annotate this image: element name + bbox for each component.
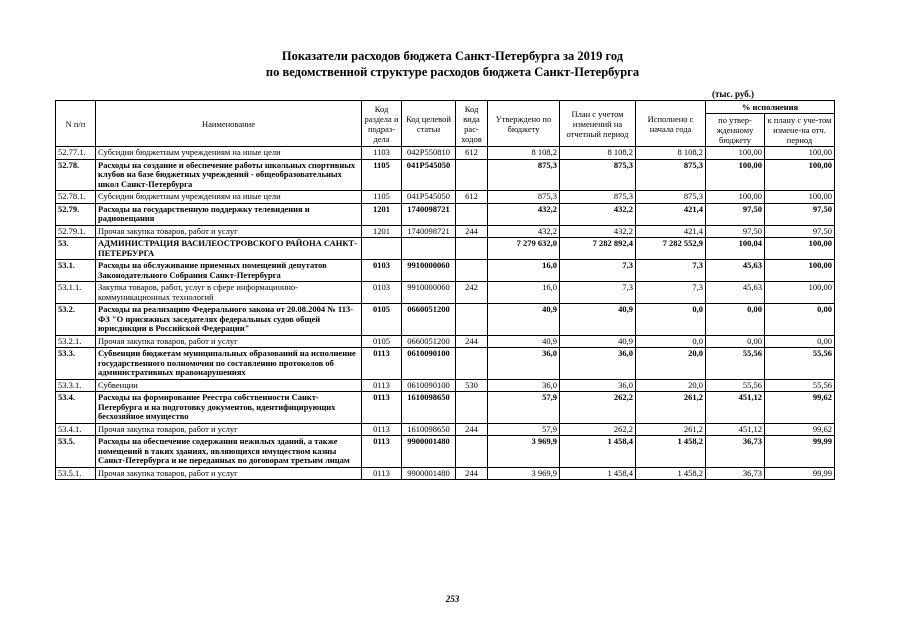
row-name: Расходы на обслуживание приемных помещений депутатов Законодательного Собрания Санкт-Петербурга: [96, 260, 362, 282]
row-name: Расходы на реализацию Федерального закона от 20.08.2004 № 113-ФЗ "О присяжных заседателях федеральных судов общей юрисдикции в Российской Федерации": [96, 304, 362, 336]
row-name: Субсидии бюджетным учреждениям на иные цели: [96, 147, 362, 160]
row-pct-approved: 100,00: [706, 159, 765, 191]
row-number: 52.77.1.: [56, 147, 96, 160]
row-target-code: 0610090100: [402, 379, 456, 392]
unit-label: (тыс. руб.): [712, 89, 754, 99]
page-number: 253: [445, 594, 460, 604]
row-approved: 8 108,2: [488, 147, 560, 160]
header-pct-approved: по утвер-жденному бюджету: [706, 114, 765, 147]
row-pct-plan: 55,56: [765, 379, 835, 392]
row-target-code: 9900001480: [402, 436, 456, 468]
row-number: 53.5.1.: [56, 467, 96, 480]
row-section-code: 0113: [362, 348, 402, 380]
row-plan: 36,0: [560, 348, 636, 380]
row-pct-plan: 0,00: [765, 304, 835, 336]
row-approved: 3 969,9: [488, 467, 560, 480]
row-type-code: [456, 348, 488, 380]
row-name: Субвенции бюджетам муниципальных образований на исполнение государственного полномочия по составлению протоколов об административных правонарушениях: [96, 348, 362, 380]
row-type-code: [456, 260, 488, 282]
row-type-code: 244: [456, 335, 488, 348]
row-target-code: 041Р545050: [402, 191, 456, 204]
row-plan: 7,3: [560, 282, 636, 304]
row-done: 20,0: [636, 379, 706, 392]
row-pct-plan: 100,00: [765, 191, 835, 204]
row-pct-plan: 0,00: [765, 335, 835, 348]
table-row: [56, 379, 835, 392]
row-pct-plan: 99,62: [765, 423, 835, 436]
row-pct-plan: 55,56: [765, 348, 835, 380]
table-row: [56, 392, 835, 424]
row-pct-approved: 55,56: [706, 379, 765, 392]
header-percent: % исполнения: [706, 101, 835, 114]
table-row: [56, 191, 835, 204]
row-name: АДМИНИСТРАЦИЯ ВАСИЛЕОСТРОВСКОГО РАЙОНА САНКТ-ПЕТЕРБУРГА: [96, 238, 362, 260]
row-approved: 57,9: [488, 423, 560, 436]
header-num: N п/п: [56, 101, 96, 147]
row-type-code: [456, 392, 488, 424]
row-plan: 36,0: [560, 379, 636, 392]
row-number: 52.79.: [56, 203, 96, 225]
row-number: 52.78.: [56, 159, 96, 191]
row-name: Расходы на обеспечение содержания нежилых зданий, а также помещений в таких зданиях, являющихся имуществом казны Санкт-Петербурга и не переданных по договорам третьим лицам: [96, 436, 362, 468]
row-target-code: 1610098650: [402, 423, 456, 436]
row-plan: 8 108,2: [560, 147, 636, 160]
row-section-code: 1201: [362, 225, 402, 238]
row-pct-approved: 97,50: [706, 225, 765, 238]
row-section-code: 0103: [362, 260, 402, 282]
header-approved: Утверждено по бюджету: [488, 101, 560, 147]
row-approved: 7 279 632,0: [488, 238, 560, 260]
row-name: Прочая закупка товаров, работ и услуг: [96, 225, 362, 238]
row-target-code: 9910000060: [402, 260, 456, 282]
row-pct-plan: 100,00: [765, 238, 835, 260]
row-pct-approved: 451,12: [706, 423, 765, 436]
row-approved: 875,3: [488, 159, 560, 191]
table-row: [56, 159, 835, 191]
row-approved: 57,9: [488, 392, 560, 424]
row-approved: 3 969,9: [488, 436, 560, 468]
row-plan: 7,3: [560, 260, 636, 282]
row-pct-plan: 100,00: [765, 260, 835, 282]
row-number: 53.4.: [56, 392, 96, 424]
row-plan: 7 282 892,4: [560, 238, 636, 260]
row-pct-approved: 45,63: [706, 282, 765, 304]
row-done: 421,4: [636, 203, 706, 225]
row-approved: 40,9: [488, 304, 560, 336]
row-section-code: 0103: [362, 282, 402, 304]
row-done: 0,0: [636, 304, 706, 336]
row-pct-plan: 99,99: [765, 436, 835, 468]
row-done: 7 282 552,9: [636, 238, 706, 260]
row-done: 7,3: [636, 282, 706, 304]
row-pct-plan: 99,62: [765, 392, 835, 424]
table-row: [56, 238, 835, 260]
row-done: 875,3: [636, 159, 706, 191]
row-plan: 1 458,4: [560, 467, 636, 480]
row-section-code: 1105: [362, 191, 402, 204]
row-target-code: 1740098721: [402, 225, 456, 238]
row-pct-approved: 55,56: [706, 348, 765, 380]
header-plan: План с учетом изменений на отчетный период: [560, 101, 636, 147]
row-type-code: [456, 436, 488, 468]
row-pct-approved: 100,04: [706, 238, 765, 260]
row-section-code: 0113: [362, 392, 402, 424]
row-approved: 875,3: [488, 191, 560, 204]
row-number: 53.2.1.: [56, 335, 96, 348]
row-section-code: 0105: [362, 335, 402, 348]
row-target-code: 9900001480: [402, 467, 456, 480]
table-row: [56, 348, 835, 380]
row-approved: 36,0: [488, 379, 560, 392]
header-pct-plan: к плану с уче-том измене-на отч. период: [765, 114, 835, 147]
row-approved: 432,2: [488, 225, 560, 238]
row-approved: 16,0: [488, 260, 560, 282]
header-section: Код раздела и подраз-дела: [362, 101, 402, 147]
row-pct-approved: 0,00: [706, 335, 765, 348]
row-section-code: [362, 238, 402, 260]
row-type-code: 612: [456, 191, 488, 204]
row-approved: 36,0: [488, 348, 560, 380]
row-number: 53.1.: [56, 260, 96, 282]
row-name: Расходы на создание и обеспечение работы школьных спортивных клубов на базе бюджетных учреждений - общеобразовательных школ Санкт-Петербурга: [96, 159, 362, 191]
title-line-2: по ведомственной структуре расходов бюджета Санкт-Петербурга: [265, 65, 640, 79]
row-number: 53.: [56, 238, 96, 260]
row-name: Прочая закупка товаров, работ и услуг: [96, 467, 362, 480]
row-name: Субвенции: [96, 379, 362, 392]
row-pct-approved: 451,12: [706, 392, 765, 424]
header-done: Исполнено с начала года: [636, 101, 706, 147]
row-name: Субсидии бюджетным учреждениям на иные цели: [96, 191, 362, 204]
row-section-code: 1201: [362, 203, 402, 225]
row-number: 53.3.: [56, 348, 96, 380]
table-row: [56, 203, 835, 225]
row-pct-approved: 36,73: [706, 467, 765, 480]
row-number: 53.4.1.: [56, 423, 96, 436]
row-type-code: 244: [456, 467, 488, 480]
header-target: Код целевой статьи: [402, 101, 456, 147]
row-pct-plan: 97,50: [765, 225, 835, 238]
row-number: 52.78.1.: [56, 191, 96, 204]
row-target-code: 9910000060: [402, 282, 456, 304]
row-target-code: 1610098650: [402, 392, 456, 424]
row-target-code: 041Р545050: [402, 159, 456, 191]
row-target-code: 0610090100: [402, 348, 456, 380]
table-body: [56, 147, 835, 480]
table-row: [56, 260, 835, 282]
row-pct-plan: 100,00: [765, 282, 835, 304]
table-row: [56, 467, 835, 480]
row-done: 875,3: [636, 191, 706, 204]
table-row: [56, 225, 835, 238]
row-done: 421,4: [636, 225, 706, 238]
table-row: [56, 335, 835, 348]
row-done: 261,2: [636, 423, 706, 436]
budget-table: [55, 100, 835, 480]
row-plan: 432,2: [560, 225, 636, 238]
row-section-code: 1105: [362, 159, 402, 191]
table-row: [56, 423, 835, 436]
row-plan: 262,2: [560, 392, 636, 424]
row-name: Прочая закупка товаров, работ и услуг: [96, 423, 362, 436]
table-row: [56, 436, 835, 468]
row-pct-plan: 97,50: [765, 203, 835, 225]
row-plan: 262,2: [560, 423, 636, 436]
header-row-1: [56, 101, 835, 114]
row-target-code: 0660051200: [402, 304, 456, 336]
row-type-code: 244: [456, 225, 488, 238]
row-plan: 875,3: [560, 159, 636, 191]
row-plan: 432,2: [560, 203, 636, 225]
title-line-1: Показатели расходов бюджета Санкт-Петербурга за 2019 год: [281, 49, 624, 63]
row-type-code: [456, 304, 488, 336]
row-section-code: 0113: [362, 436, 402, 468]
row-pct-approved: 100,00: [706, 147, 765, 160]
row-done: 1 458,2: [636, 467, 706, 480]
row-number: 52.79.1.: [56, 225, 96, 238]
row-number: 53.2.: [56, 304, 96, 336]
row-type-code: [456, 238, 488, 260]
row-done: 1 458,2: [636, 436, 706, 468]
row-type-code: 530: [456, 379, 488, 392]
row-type-code: [456, 203, 488, 225]
row-done: 261,2: [636, 392, 706, 424]
row-plan: 1 458,4: [560, 436, 636, 468]
row-pct-plan: 99,99: [765, 467, 835, 480]
row-pct-approved: 100,00: [706, 191, 765, 204]
row-plan: 40,9: [560, 335, 636, 348]
row-number: 53.3.1.: [56, 379, 96, 392]
row-type-code: 612: [456, 147, 488, 160]
row-approved: 40,9: [488, 335, 560, 348]
row-done: 8 108,2: [636, 147, 706, 160]
row-plan: 40,9: [560, 304, 636, 336]
row-pct-plan: 100,00: [765, 159, 835, 191]
row-name: Прочая закупка товаров, работ и услуг: [96, 335, 362, 348]
row-pct-plan: 100,00: [765, 147, 835, 160]
table-row: [56, 282, 835, 304]
row-section-code: 0113: [362, 379, 402, 392]
row-approved: 432,2: [488, 203, 560, 225]
row-name: Расходы на формирование Реестра собственности Санкт-Петербурга и на подготовку документов, идентифицирующих бесхозяйное имущество: [96, 392, 362, 424]
row-number: 53.1.1.: [56, 282, 96, 304]
row-type-code: [456, 159, 488, 191]
row-section-code: 0105: [362, 304, 402, 336]
page-title: [0, 48, 905, 80]
row-target-code: [402, 238, 456, 260]
row-section-code: 1103: [362, 147, 402, 160]
row-type-code: 244: [456, 423, 488, 436]
table-row: [56, 304, 835, 336]
row-type-code: 242: [456, 282, 488, 304]
row-target-code: 0660051200: [402, 335, 456, 348]
row-done: 0,0: [636, 335, 706, 348]
row-target-code: 042Р550810: [402, 147, 456, 160]
table-row: [56, 147, 835, 160]
row-pct-approved: 45,63: [706, 260, 765, 282]
row-pct-approved: 0,00: [706, 304, 765, 336]
header-type: Код вида рас-ходов: [456, 101, 488, 147]
row-pct-approved: 97,50: [706, 203, 765, 225]
row-target-code: 1740098721: [402, 203, 456, 225]
row-done: 7,3: [636, 260, 706, 282]
row-plan: 875,3: [560, 191, 636, 204]
row-number: 53.5.: [56, 436, 96, 468]
row-pct-approved: 36,73: [706, 436, 765, 468]
row-name: Расходы на государственную поддержку телевидения и радиовещания: [96, 203, 362, 225]
row-section-code: 0113: [362, 467, 402, 480]
row-approved: 16,0: [488, 282, 560, 304]
row-name: Закупка товаров, работ, услуг в сфере информационно-коммуникационных технологий: [96, 282, 362, 304]
header-name: Наименование: [96, 101, 362, 147]
row-section-code: 0113: [362, 423, 402, 436]
row-done: 20,0: [636, 348, 706, 380]
